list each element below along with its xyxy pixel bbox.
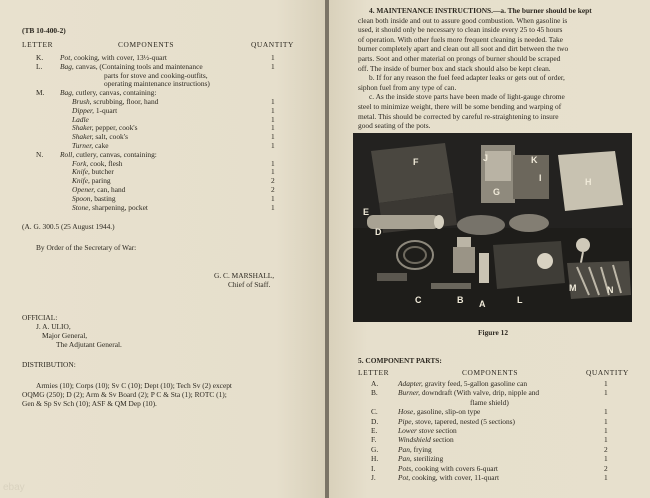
maintenance-line: siphon fuel from any type of can. xyxy=(358,82,457,92)
photo-callout-letter: I xyxy=(539,173,542,183)
row-letter: F. xyxy=(371,435,377,445)
item-detail: sterilizing xyxy=(413,454,444,464)
row-quantity: 1 xyxy=(604,473,608,482)
maintenance-line: clean both inside and out to assure good combustion. When gasoline is xyxy=(358,15,568,25)
photo-callout-letter: A xyxy=(479,299,486,309)
row-description xyxy=(104,79,210,88)
item-name: Pan, xyxy=(398,444,412,454)
header-letter: LETTER xyxy=(22,40,54,49)
item-name: Bag, xyxy=(60,61,74,71)
official-title: The Adjutant General. xyxy=(56,340,122,349)
item-detail: gravity feed, 5-gallon gasoline can xyxy=(424,379,528,388)
row-quantity: 1 xyxy=(271,167,275,177)
official-rank: Major General, xyxy=(42,331,88,340)
distribution-line-1: Armies (10); Corps (10); Sv C (10); Dept (10); Tech Sv (2) except xyxy=(36,381,232,390)
item-detail: cooking, with cover, 11-quart xyxy=(411,473,500,482)
row-quantity: 1 xyxy=(271,202,275,212)
photo-callout-letter: G xyxy=(493,187,501,197)
item-name: Shaker, xyxy=(72,132,94,142)
item-name: Pan, xyxy=(398,454,412,464)
item-detail: section xyxy=(432,435,454,445)
item-name: Burner, xyxy=(398,388,420,398)
row-quantity: 2 xyxy=(271,176,275,186)
item-name: Roll, xyxy=(60,149,75,159)
item-name: Fork, xyxy=(72,158,89,168)
item-name: Lower stove xyxy=(398,426,434,435)
row-quantity: 1 xyxy=(604,435,608,445)
item-detail: cake xyxy=(95,141,109,150)
equipment-layout-photo xyxy=(353,133,632,322)
row-quantity: 1 xyxy=(271,132,275,142)
maintenance-line: good seating of the pots. xyxy=(358,121,431,131)
item-name: Spoon, xyxy=(72,193,93,203)
row-description xyxy=(72,106,117,115)
by-order-line: By Order of the Secretary of War: xyxy=(36,243,137,252)
row-letter: J. xyxy=(371,473,376,482)
item-detail: pepper, cook's xyxy=(95,123,138,133)
row-letter: K. xyxy=(36,53,44,62)
item-name: Stone, xyxy=(72,202,91,212)
item-detail: operating maintenance instructions) xyxy=(104,79,210,89)
item-name: Turner, xyxy=(72,141,94,150)
item-name: Pot, xyxy=(398,473,411,482)
item-detail: stove, tapered, nested (5 sections) xyxy=(415,416,516,426)
row-description xyxy=(398,426,457,435)
row-description xyxy=(72,123,138,132)
item-detail: canvas, (Containing tools and maintenance xyxy=(75,61,203,71)
row-quantity: 1 xyxy=(271,141,275,150)
maintenance-line: burner completely apart and clean out all soot and dirt between the two xyxy=(358,44,569,54)
row-letter: G. xyxy=(371,444,379,454)
right-header-quantity: QUANTITY xyxy=(586,368,629,377)
row-letter: D. xyxy=(371,416,379,426)
photo-callout-letter: J xyxy=(483,153,489,163)
row-description xyxy=(398,435,454,444)
photo-callout-letter: H xyxy=(585,177,592,187)
item-name: Bag, xyxy=(60,88,74,98)
row-quantity: 2 xyxy=(271,185,275,194)
row-description xyxy=(104,71,208,80)
item-name: Adapter, xyxy=(398,379,423,388)
row-quantity: 1 xyxy=(271,114,275,124)
row-quantity: 1 xyxy=(271,123,275,133)
row-letter: H. xyxy=(371,454,379,464)
row-description xyxy=(72,203,148,212)
maintenance-line: off. The inside of burner box and stack should also be kept clean. xyxy=(358,63,551,73)
row-letter: B. xyxy=(371,388,378,398)
row-description xyxy=(398,407,480,416)
photo-callout-letter: L xyxy=(517,295,523,305)
maintenance-line: of operation. With other fuels more frequent cleaning is needed. Take xyxy=(358,34,563,44)
row-description xyxy=(72,159,123,168)
item-detail: cutlery, canvas, containing: xyxy=(75,88,157,98)
item-detail: flame shield) xyxy=(470,397,509,407)
row-quantity: 1 xyxy=(271,53,275,62)
distribution-label: DISTRIBUTION: xyxy=(22,360,76,369)
row-quantity: 1 xyxy=(271,193,275,203)
row-description xyxy=(398,388,539,397)
photo-callout-letter: E xyxy=(363,207,370,217)
item-detail: section xyxy=(435,426,457,435)
item-detail: basting xyxy=(94,193,116,203)
official-name: J. A. ULIO, xyxy=(36,322,71,331)
row-quantity: 2 xyxy=(604,444,608,454)
item-name: Knife, xyxy=(72,176,90,186)
row-description xyxy=(398,464,498,473)
distribution-line-3: Gen & Sp Sv Sch (10); ASF & QM Dep (10). xyxy=(22,399,157,408)
photo-callout-letter: D xyxy=(375,227,382,237)
maintenance-line: 4. MAINTENANCE INSTRUCTIONS.—a. The burner should be kept xyxy=(369,6,592,15)
row-description xyxy=(60,88,156,97)
photo-callout-letter: M xyxy=(569,283,577,293)
item-detail: butcher xyxy=(91,167,114,177)
item-detail: sharpening, pocket xyxy=(92,202,148,212)
row-quantity: 1 xyxy=(271,97,275,106)
figure-caption: Figure 12 xyxy=(478,328,509,337)
maintenance-line: parts. Soot and other material on prongs of burner should be scraped xyxy=(358,54,561,63)
item-detail: frying xyxy=(413,444,432,454)
maintenance-line: steel to minimize weight, there will be some bending and warping of xyxy=(358,102,562,111)
figure-12-photo xyxy=(353,133,632,322)
signer-name: G. C. MARSHALL, xyxy=(214,271,275,280)
row-quantity: 1 xyxy=(604,407,608,417)
row-letter: M. xyxy=(36,88,45,98)
item-name: Ladle xyxy=(72,114,89,124)
item-detail: gasoline, slip-on type xyxy=(416,407,481,417)
row-description xyxy=(72,115,89,124)
item-detail: paring xyxy=(91,176,111,186)
component-parts-title: 5. COMPONENT PARTS: xyxy=(358,356,442,365)
maintenance-line: c. As the inside stove parts have been made of light-gauge chrome xyxy=(369,92,565,102)
row-quantity: 1 xyxy=(604,379,608,388)
row-description xyxy=(72,185,125,194)
row-description xyxy=(72,167,114,176)
row-letter: C. xyxy=(371,407,378,417)
photo-callout-letter: N xyxy=(607,285,614,295)
row-description xyxy=(398,454,443,463)
row-quantity: 1 xyxy=(604,454,608,464)
item-name: Shaker, xyxy=(72,123,94,133)
header-components: COMPONENTS xyxy=(118,40,175,49)
row-letter: A. xyxy=(371,379,379,388)
row-description xyxy=(398,379,527,388)
item-detail: cooking with covers 6-quart xyxy=(414,463,498,473)
row-description xyxy=(72,194,116,203)
tb-reference: (TB 10-400-2) xyxy=(22,26,66,35)
item-name: Pot, xyxy=(60,53,73,62)
row-quantity: 1 xyxy=(271,158,275,168)
row-description xyxy=(398,473,499,482)
maintenance-line: used, it should only be necessary to clean inside every 25 to 45 hours xyxy=(358,25,563,35)
ag-reference: (A. G. 300.5 (25 August 1944.) xyxy=(22,222,115,231)
row-description xyxy=(60,150,157,159)
header-quantity: QUANTITY xyxy=(251,40,294,49)
item-name: Brush, xyxy=(72,97,92,106)
photo-callout-letter: C xyxy=(415,295,422,305)
row-description xyxy=(470,398,509,407)
item-name: Dipper, xyxy=(72,105,94,115)
item-name: Pipe, xyxy=(398,416,414,426)
row-description xyxy=(72,176,111,185)
item-detail: cutlery, canvas, containing: xyxy=(76,149,157,159)
maintenance-line: b. If for any reason the fuel feed adapter leaks or gets out of order, xyxy=(369,73,565,83)
row-description xyxy=(72,132,128,141)
row-letter: L. xyxy=(36,61,43,71)
maintenance-line: metal. This should be corrected by careful re-straightening to insure xyxy=(358,111,559,121)
row-description xyxy=(72,97,158,106)
row-letter: N. xyxy=(36,149,44,159)
right-header-components: COMPONENTS xyxy=(462,368,519,377)
row-description xyxy=(398,417,515,426)
row-description xyxy=(398,445,432,454)
item-detail: scrubbing, floor, hand xyxy=(93,97,159,106)
item-name: Knife, xyxy=(72,167,90,177)
item-detail: 1-quart xyxy=(95,105,118,115)
item-detail: downdraft (With valve, drip, nipple and xyxy=(421,388,540,398)
item-name: Pots, xyxy=(398,463,413,473)
item-name: Hose, xyxy=(398,407,416,417)
photo-callout-letter: K xyxy=(531,155,538,165)
row-quantity: 2 xyxy=(604,463,608,473)
item-detail: salt, cook's xyxy=(95,132,128,142)
row-description xyxy=(60,53,167,62)
item-detail: can, hand xyxy=(97,185,126,194)
distribution-line-2: OQMG (250); D (2); Arm & Sv Board (2); P C & Sta (1); ROTC (1); xyxy=(22,390,227,399)
row-quantity: 1 xyxy=(604,426,608,435)
row-quantity: 1 xyxy=(271,61,275,71)
item-detail: parts for stove and cooking-outfits, xyxy=(104,70,208,80)
row-description xyxy=(60,62,203,71)
row-quantity: 1 xyxy=(604,388,608,398)
item-detail: cook, flesh xyxy=(90,158,123,168)
item-name: Opener, xyxy=(72,185,96,194)
item-detail: cooking, with cover, 13½-quart xyxy=(73,53,167,62)
row-quantity: 1 xyxy=(604,416,608,426)
signer-title: Chief of Staff. xyxy=(228,280,271,289)
row-description xyxy=(72,141,109,150)
photo-callout-letter: F xyxy=(413,157,419,167)
row-letter: I. xyxy=(371,463,376,473)
photo-callout-letter: B xyxy=(457,295,464,305)
right-header-letter: LETTER xyxy=(358,368,390,377)
ebay-watermark: ebay xyxy=(3,482,25,493)
official-label: OFFICIAL: xyxy=(22,313,58,322)
item-name: Windshield xyxy=(398,435,431,445)
row-quantity: 1 xyxy=(271,105,275,115)
row-letter: E. xyxy=(371,426,378,435)
